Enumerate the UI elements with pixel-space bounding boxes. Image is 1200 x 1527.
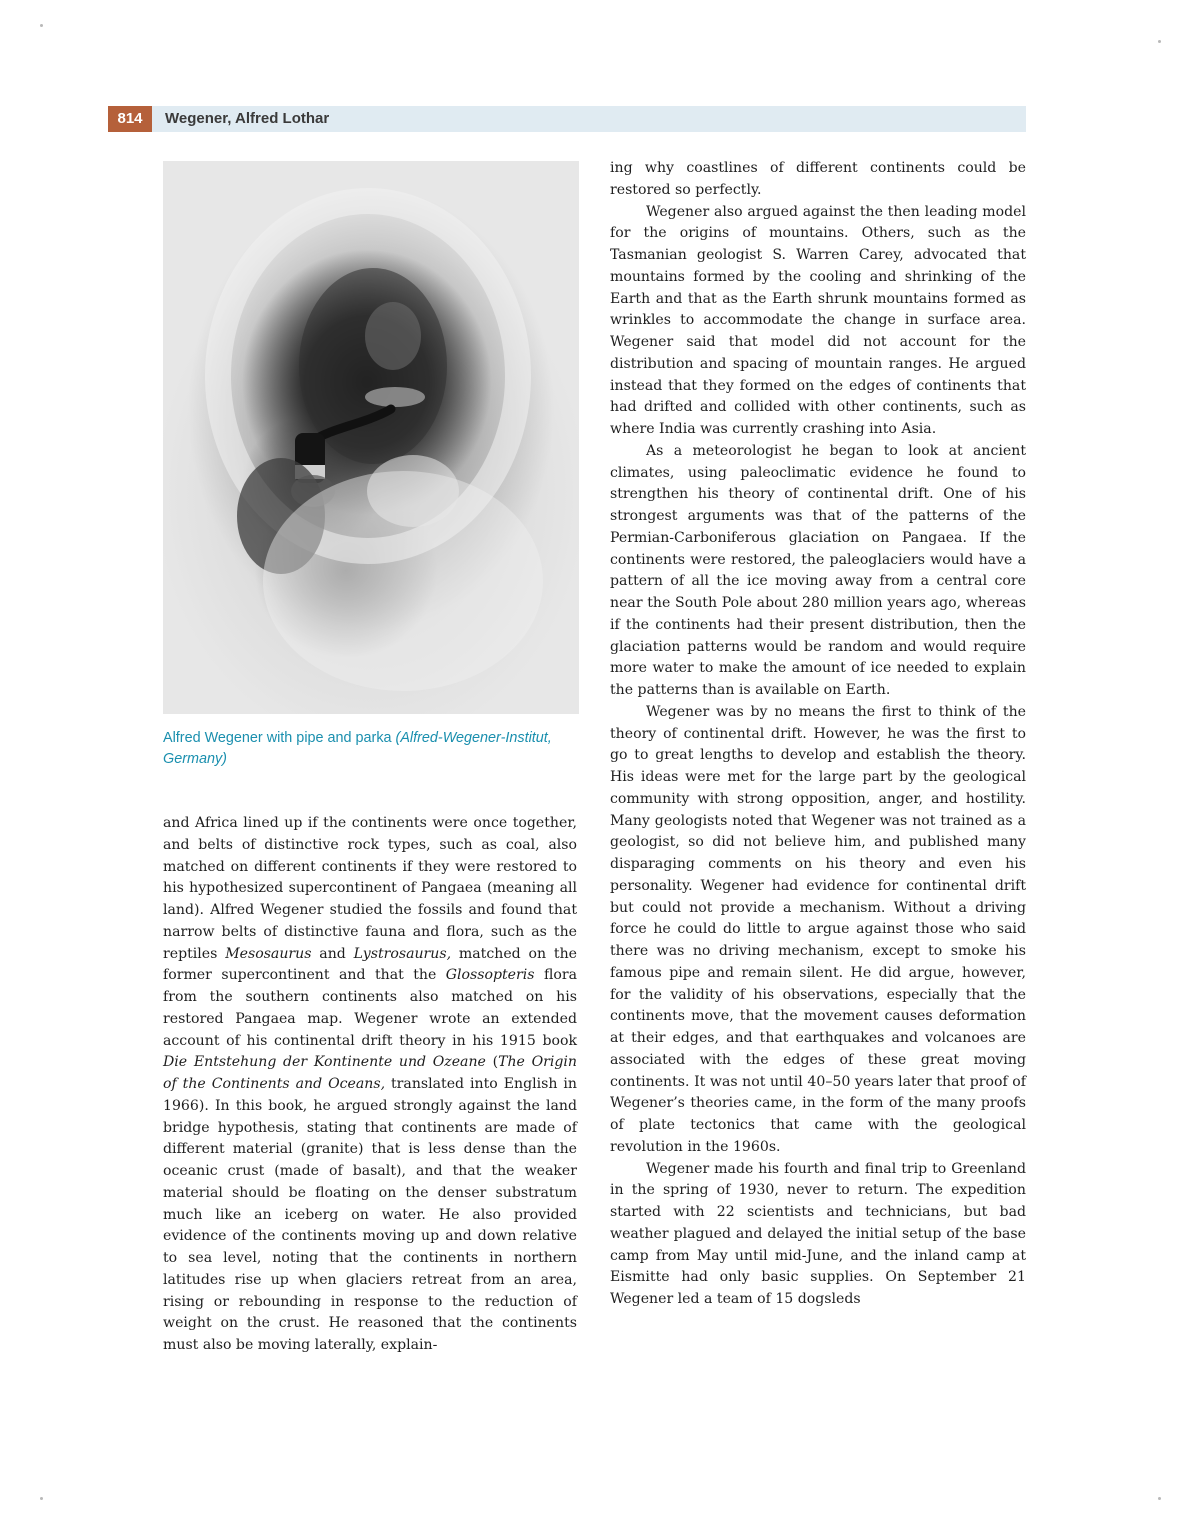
- crop-mark-bottom-left: [40, 1497, 43, 1500]
- right-paragraph: Wegener also argued against the then leading model for the origins of mountains. Others, such as the Tasmanian geologist S. Warren Carey, advocated that mountains formed by the cooling and shrinking of the Earth and that as the Earth shrunk mountains formed as wrinkles to accommodate the change in surface area. Wegener said that model did not account for the distribution and spacing of mountain ranges. He argued instead that they formed on the edges of continents that had drifted and collided with other continents, such as where India was currently crashing into Asia.: [610, 203, 1026, 437]
- portrait-photo: [163, 161, 579, 714]
- caption-credit: (Alfred-Wegener-Institut, Germany): [163, 730, 552, 767]
- right-paragraph: As a meteorologist he began to look at ancient climates, using paleoclimatic evidence he found to strengthen his theory of continental drift. One of his strongest arguments was that of the patterns of the Permian-Carboniferous glaciation on Pangaea. If the continents were restored, the paleoglaciers would have a pattern of all the ice moving away from a central core near the South Pole about 280 million years ago, whereas if the continents had their present distribution, then the glaciation patterns would be random and would require more water to make the amount of ice needed to explain the patterns than is available on Earth.: [610, 442, 1026, 698]
- page-number: 814: [108, 106, 152, 132]
- left-column: [163, 813, 577, 1357]
- right-column: [610, 158, 1026, 1311]
- left-paragraph: and Africa lined up if the continents were once together, and belts of distinctive rock types, such as coal, also matched on different continents if they were restored to his hypothesized supercontinent of Pangaea (meaning all land). Alfred Wegener studied the fossils and found that narrow belts of distinctive fauna and flora, such as the reptiles Mesosaurus and Lystrosaurus, matched on the former supercontinent and that the Glossopteris flora from the southern continents also matched on his restored Pangaea map. Wegener wrote an extended account of his continental drift theory in his 1915 book Die Entstehung der Kontinente und Ozeane (The Origin of the Continents and Oceans, translated into English in 1966). In this book, he argued strongly against the land bridge hypothesis, stating that continents are made of different material (granite) that is less dense than the oceanic crust (made of basalt), and that the weaker material should be floating on the denser substratum much like an iceberg on water. He also provided evidence of the continents moving up and down relative to sea level, noting that the continents in northern latitudes rise up when glaciers retreat from an area, rising or rebounding in response to the reduction of weight on the crust. He reasoned that the continents must also be moving laterally, explain-: [163, 815, 577, 1353]
- italic-term: Glossopteris: [445, 967, 535, 984]
- italic-term: Lystrosaurus,: [353, 945, 452, 962]
- book-title-translation: The Origin of the Continents and Oceans,: [163, 1054, 577, 1092]
- right-paragraph: Wegener made his fourth and final trip to Greenland in the spring of 1930, never to return. The expedition started with 22 scientists and technicians, but bad weather plagued and delayed the initial setup of the base camp from May until mid-June, and the inland camp at Eismitte had only basic supplies. On September 21 Wegener led a team of 15 dogsleds: [610, 1160, 1026, 1307]
- crop-mark-top-right: [1158, 40, 1161, 43]
- caption-text: Alfred Wegener with pipe and parka: [163, 730, 392, 746]
- right-paragraph: ing why coastlines of different continents could be restored so perfectly.: [610, 160, 1026, 198]
- crop-mark-top-left: [40, 24, 43, 27]
- crop-mark-bottom-right: [1158, 1497, 1161, 1500]
- book-title: Die Entstehung der Kontinente und Ozeane: [163, 1054, 486, 1071]
- running-head-title: Wegener, Alfred Lothar: [165, 110, 330, 127]
- running-header: [108, 106, 1026, 132]
- figure-caption: [163, 728, 581, 770]
- italic-term: Mesosaurus: [225, 945, 312, 962]
- portrait-illustration: [163, 161, 579, 714]
- right-paragraph: Wegener was by no means the first to think of the theory of continental drift. However, he was the first to go to great lengths to develop and establish the theory. His ideas were met for the large part by the geological community with strong opposition, anger, and hostility. Many geologists noted that Wegener was not trained as a geologist, so did not believe him, and published many disparaging comments on his theory and even his personality. Wegener had evidence for continental drift but could not provide a mechanism. Without a driving force he could do little to argue against those who said there was no driving mechanism, except to smoke his famous pipe and remain silent. He did argue, however, for the validity of his observations, especially that the continents move, that the movement causes deformation at their edges, and that earthquakes and volcanoes are associated with the edges of these great moving continents. It was not until 40–50 years later that proof of Wegener’s theories came, in the form of the many proofs of plate tectonics that came with the geological revolution in the 1960s.: [610, 703, 1026, 1155]
